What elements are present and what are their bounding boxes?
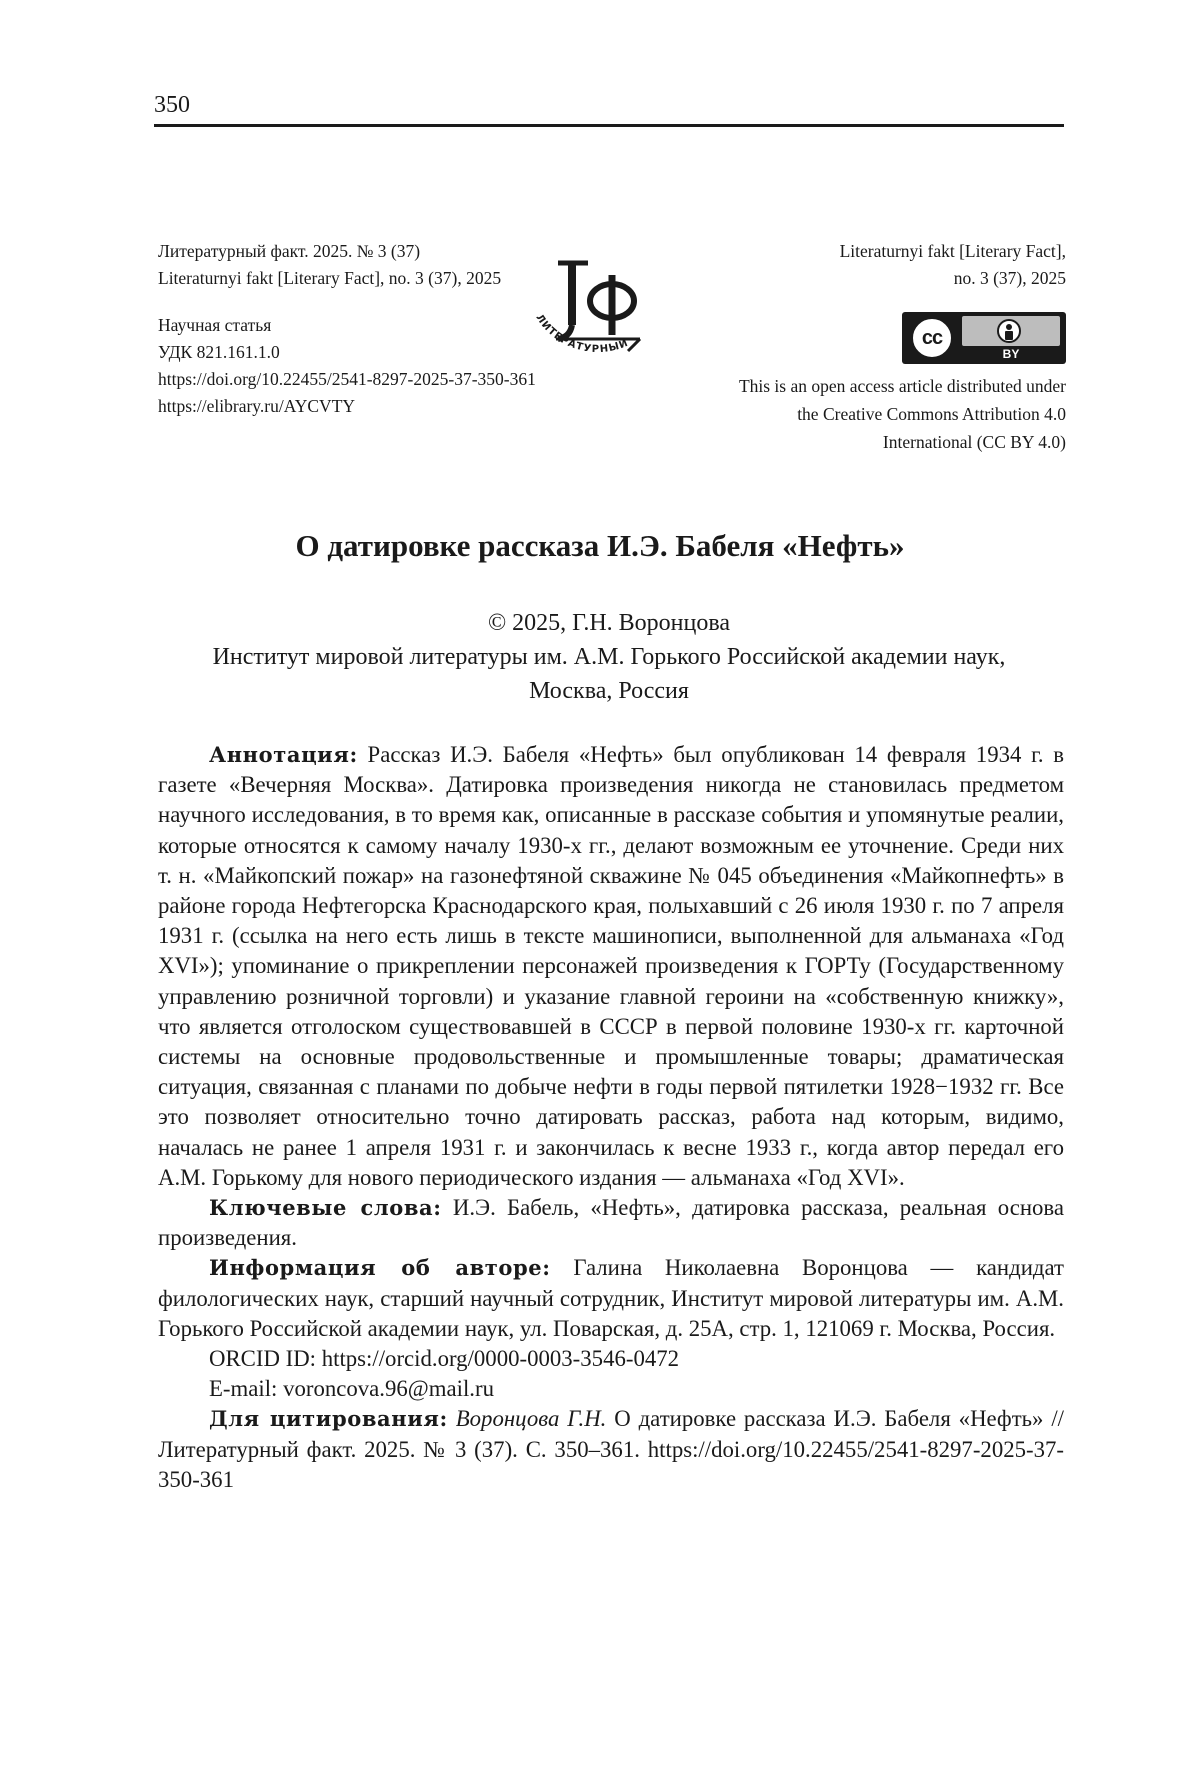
author-block [154, 606, 1064, 708]
udk-code: УДК 821.161.1.0 [158, 342, 280, 362]
doi-link[interactable]: https://doi.org/10.22455/2541-8297-2025-37-350-361 [158, 369, 536, 389]
citation-author: Воронцова Г.Н. [455, 1406, 607, 1432]
article-front-matter [158, 740, 1064, 1495]
journal-citation-en: Literaturnyi fakt [Literary Fact], no. 3 (37), 2025 [158, 268, 502, 288]
author-info-label: Информация об авторе: [209, 1255, 551, 1281]
journal-citation-en-line2: no. 3 (37), 2025 [953, 268, 1066, 288]
article-title: О датировке рассказа И.Э. Бабеля «Нефть» [295, 528, 905, 563]
journal-meta-left [158, 238, 536, 420]
keywords-text: И.Э. Бабель, «Нефть», датировка рассказа, реальная основа произведения. [158, 1195, 1064, 1251]
journal-meta-right [840, 238, 1066, 292]
header-rule [154, 124, 1064, 127]
author-affiliation: Институт мировой литературы им. А.М. Горького Российской академии наук, [212, 644, 1006, 670]
keywords-label: Ключевые слова: [209, 1195, 442, 1221]
author-copyright: © 2025, Г.Н. Воронцова [487, 610, 731, 636]
keywords-paragraph [158, 1193, 1064, 1253]
abstract-text: Рассказ И.Э. Бабеля «Нефть» был опубликован 14 февраля 1934 г. в газете «Вечерняя Москва». Датировка произведения никогда не становилась предметом научного исследования, в то время как, описанные в рассказе события и упомянутые реалии, которые относятся к самому началу 1930-х гг., делают возможным ее уточнение. Среди них т. н. «Майкопский пожар» на газонефтяной скважине № 045 объединения «Майкопнефть» в районе города Нефтегорска Краснодарского края, полыхавший с 26 июля 1930 г. по 7 апреля 1931 г. (ссылка на него есть лишь в тексте машинописи, выполненной для альманаха «Год XVI»); упоминание о прикреплении персонажей произведения к ГОРТу (Государственному управлению розничной торговли) и указание главной героини на «собственную книжку», что является отголоском существовавшей в СССР в первой половине 1930-х гг. карточной системы на основные продовольственные и промышленные товары; драматическая ситуация, связанная с планами по добыче нефти в годы первой пятилетки 1928−1932 гг. Все это позволяет относительно точно датировать рассказ, работа над которым, видимо, началась не ранее 1 апреля 1931 г. и закончилась к весне 1933 г., когда автор передал его А.М. Горькому для нового периодического издания — альманаха «Год XVI». [158, 742, 1064, 1190]
abstract-paragraph [158, 740, 1064, 1193]
elibrary-link[interactable]: https://elibrary.ru/AYCVTY [158, 396, 356, 416]
journal-citation-en-line1: Literaturnyi fakt [Literary Fact], [839, 241, 1066, 261]
page-number: 350 [154, 92, 190, 118]
license-line: the Creative Commons Attribution 4.0 [797, 404, 1066, 424]
citation-label: Для цитирования: [209, 1406, 448, 1432]
orcid-line[interactable]: ORCID ID: https://orcid.org/0000-0003-3546-0472 [209, 1346, 680, 1372]
citation-paragraph [158, 1404, 1064, 1495]
citation-text: О датировке рассказа И.Э. Бабеля «Нефть» // Литературный факт. 2025. № 3 (37). С. 350–361. https://doi.org/10.22455/2541-8297-2025-37-350-361 [158, 1406, 1064, 1492]
author-info-paragraph [158, 1253, 1064, 1344]
journal-citation-ru: Литературный факт. 2025. № 3 (37) [158, 241, 421, 261]
license-statement [646, 372, 1066, 456]
abstract-label: Аннотация: [209, 742, 358, 767]
cc-by-panel [962, 316, 1060, 346]
attribution-person-icon [997, 319, 1021, 343]
cc-by-license-badge[interactable] [902, 312, 1066, 364]
author-info-text: Галина Николаевна Воронцова — кандидат филологических наук, старший научный сотрудник, Институт мировой литературы им. А.М. Горького Российской академии наук, ул. Поварская, д. 25А, стр. 1, 121069 г. Москва, Россия. [158, 1255, 1065, 1341]
license-line: International (CC BY 4.0) [882, 432, 1066, 452]
author-location: Москва, Россия [529, 678, 689, 704]
cc-by-label: BY [1002, 347, 1020, 361]
cc-icon: cc [910, 316, 954, 360]
email-line[interactable]: E-mail: voroncova.96@mail.ru [209, 1376, 494, 1402]
article-type: Научная статья [158, 315, 272, 335]
license-line: This is an open access article distributed under [738, 376, 1066, 396]
logo-ring-text: ЛИТЕРАТУРНЫЙ [533, 312, 631, 356]
journal-logo [528, 255, 658, 385]
